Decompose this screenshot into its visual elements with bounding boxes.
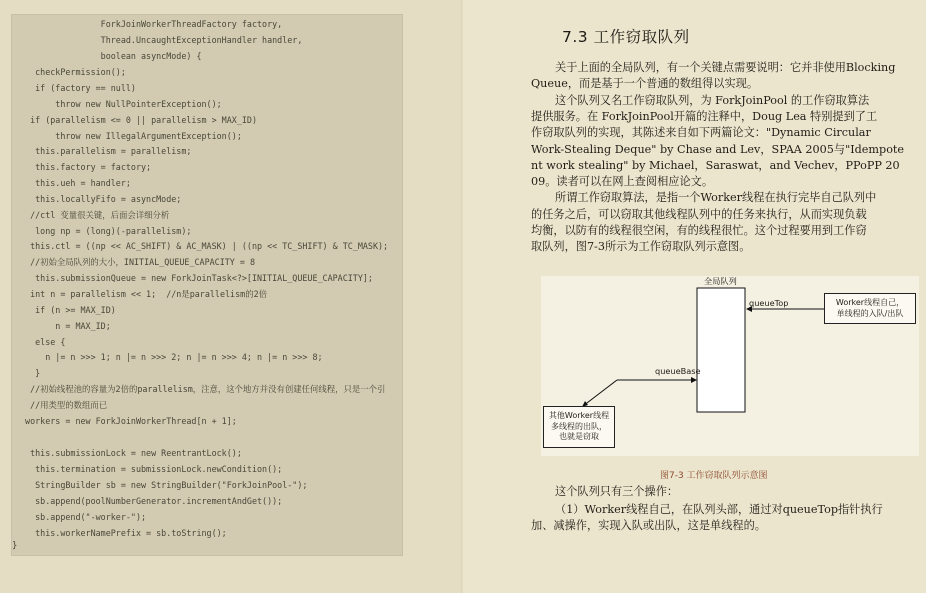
- code-line: long np = (long)(-parallelism);: [20, 226, 192, 236]
- paragraph-line: 作窃取队列的实现，其陈述来自如下两篇论文："Dynamic Circular: [531, 126, 871, 140]
- code-line: this.ctl = ((np << AC_SHIFT) & AC_MASK) | ((np << TC_SHIFT) & TC_MASK);: [20, 241, 389, 251]
- code-line: throw new IllegalArgumentException();: [20, 131, 242, 141]
- paragraph-line: nt work stealing" by Michael，Saraswat，and Vechev，PPoPP 20: [531, 158, 900, 172]
- code-line: if (parallelism <= 0 || parallelism > MAX_ID): [20, 115, 257, 125]
- paragraph-line: 取队列，图7-3所示为工作窃取队列示意图。: [531, 240, 751, 254]
- code-line: n = MAX_ID;: [20, 321, 111, 331]
- paragraph-line: 均衡，以防有的线程很空闲，有的线程很忙。这个过程要用到工作窃: [531, 224, 867, 237]
- queue-top-label: queueTop: [749, 298, 789, 308]
- code-line: //用类型的数组而已: [20, 400, 108, 410]
- code-line: StringBuilder sb = new StringBuilder("ForkJoinPool-");: [20, 480, 308, 490]
- other-workers-callout-line-2: 多线程的出队，: [551, 421, 607, 431]
- queue-base-arrowhead: [691, 377, 697, 383]
- global-queue-label: 全局队列: [704, 276, 737, 286]
- figure-work-stealing-queue: [541, 276, 919, 456]
- paragraph-line: 加、减操作，实现入队或出队，这是单线程的。: [531, 519, 766, 533]
- code-line: if (factory == null): [20, 83, 136, 93]
- other-workers-callout-line-3: 也就是窃取: [559, 432, 599, 441]
- other-workers-callout-line-1: 其他Worker线程: [548, 411, 610, 420]
- paragraph-line: Work-Stealing Deque" by Chase and Lev，SPAA 2005与"Idempote: [531, 142, 905, 156]
- other-workers-callout: [543, 406, 615, 448]
- code-line: this.parallelism = parallelism;: [20, 146, 192, 156]
- paragraph-line: 提供服务。在 ForkJoinPool开篇的注释中，Doug Lea 特别提到了工: [531, 109, 878, 123]
- base-callout-pointer: [583, 380, 617, 406]
- paragraph-first-line: 这个队列只有三个操作：: [555, 485, 679, 498]
- code-line: int n = parallelism << 1; //n是parallelism的2倍: [20, 289, 267, 299]
- code-line: //初始全局队列的大小，INITIAL_QUEUE_CAPACITY = 8: [20, 257, 256, 267]
- code-line: Thread.UncaughtExceptionHandler handler,: [20, 35, 303, 45]
- paragraph-line: 的任务之后，可以窃取其他线程队列中的任务来执行，从而实现负载: [531, 207, 867, 221]
- code-line: boolean asyncMode) {: [20, 51, 202, 61]
- paragraph-first-line: 关于上面的全局队列，有一个关键点需要说明：它并非使用Blocking: [555, 61, 896, 74]
- code-line: this.ueh = handler;: [20, 178, 131, 188]
- code-line: this.termination = submissionLock.newCondition();: [20, 464, 283, 474]
- code-listing: [11, 14, 403, 556]
- worker-self-callout-line-2: 单线程的入队/出队: [836, 308, 904, 318]
- worker-self-callout: [824, 293, 916, 324]
- code-closing-brace: }: [12, 541, 18, 551]
- paragraph-line: 09。读者可以在网上查阅相应论文。: [531, 175, 714, 189]
- code-line: workers = new ForkJoinWorkerThread[n + 1];: [20, 416, 237, 426]
- paragraph-line: Queue，而是基于一个普通的数组得以实现。: [531, 77, 759, 91]
- code-line: ForkJoinWorkerThreadFactory factory,: [20, 19, 283, 29]
- code-line: this.submissionQueue = new ForkJoinTask<?>[INITIAL_QUEUE_CAPACITY];: [20, 273, 373, 283]
- queue-box: [697, 288, 745, 412]
- code-line: this.factory = factory;: [20, 162, 152, 172]
- code-line: throw new NullPointerException();: [20, 99, 222, 109]
- code-line: sb.append(poolNumberGenerator.incrementAndGet());: [20, 496, 283, 506]
- figure-caption: 图7-3 工作窃取队列示意图: [660, 471, 768, 481]
- code-line: this.workerNamePrefix = sb.toString();: [20, 528, 227, 538]
- paragraph-first-line: （1）Worker线程自己，在队列头部，通过对queueTop指针执行: [555, 502, 883, 516]
- code-line: checkPermission();: [20, 67, 126, 77]
- code-line: else {: [20, 337, 66, 347]
- paragraph-first-line: 所谓工作窃取算法，是指一个Worker线程在执行完毕自己队列中: [555, 191, 877, 205]
- code-line: n |= n >>> 1; n |= n >>> 2; n |= n >>> 4; n |= n >>> 8;: [20, 352, 323, 362]
- code-line: sb.append("-worker-");: [20, 512, 147, 522]
- code-line: if (n >= MAX_ID): [20, 305, 116, 315]
- section-title: 7.3 工作窃取队列: [562, 28, 690, 46]
- worker-self-callout-line-1: Worker线程自己，: [835, 298, 905, 307]
- code-line: }: [20, 368, 41, 378]
- code-line: this.locallyFifo = asyncMode;: [20, 194, 182, 204]
- code-line: //ctl 变量很关键，后面会详细分析: [20, 210, 170, 220]
- queue-base-label: queueBase: [655, 366, 701, 376]
- paragraph-first-line: 这个队列又名工作窃取队列，为 ForkJoinPool 的工作窃取算法: [555, 93, 870, 107]
- code-line: //初始线程池的容量为2倍的parallelism，注意，这个地方并没有创建任何线程，只是一个引: [20, 384, 386, 394]
- code-line: this.submissionLock = new ReentrantLock();: [20, 448, 242, 458]
